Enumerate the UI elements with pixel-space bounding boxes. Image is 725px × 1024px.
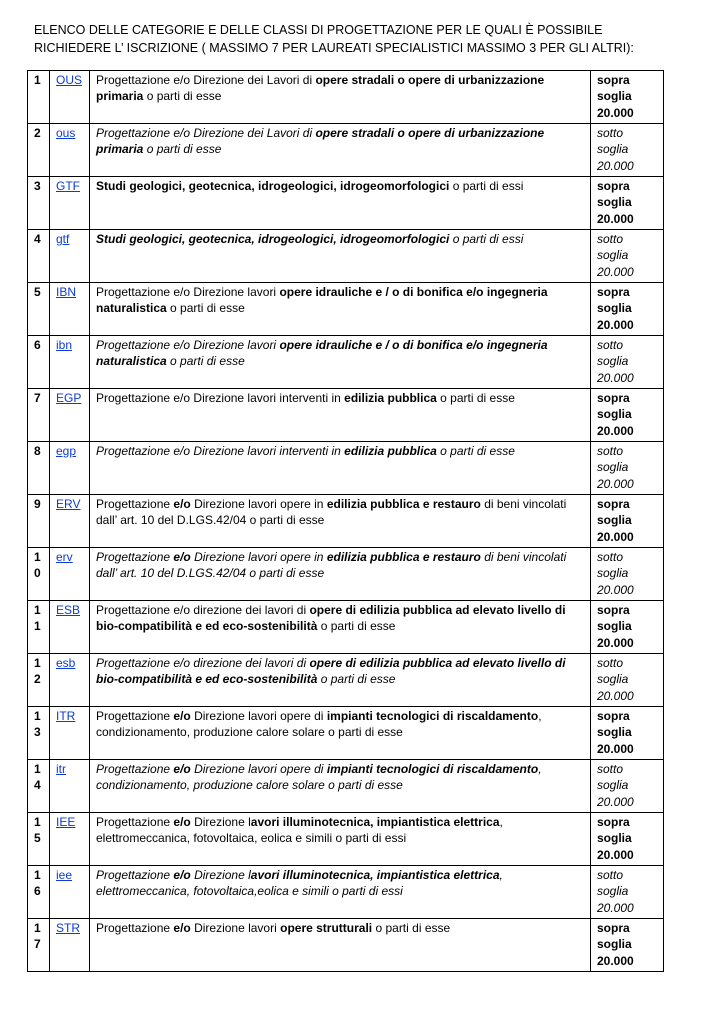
class-code-cell	[50, 707, 90, 760]
class-code-link[interactable]: itr	[56, 762, 66, 776]
description-text: , condizionamento, produzione calore solare o parti di esse	[96, 709, 542, 740]
description-text: Progettazione e/o Direzione lavori interventi in	[96, 444, 345, 458]
class-code-cell	[50, 442, 90, 495]
table-row	[28, 283, 664, 336]
row-number: 14	[28, 760, 50, 813]
table-row	[28, 919, 664, 972]
class-code-cell	[50, 283, 90, 336]
row-number: 7	[28, 389, 50, 442]
threshold-line: sopra	[597, 497, 630, 511]
class-description	[90, 601, 591, 654]
class-code-link[interactable]: erv	[56, 550, 73, 564]
table-row	[28, 71, 664, 124]
threshold-line: sotto	[597, 126, 624, 140]
table-row	[28, 495, 664, 548]
threshold-line: soglia	[597, 725, 632, 740]
class-description	[90, 919, 591, 972]
threshold-line: 20.000	[597, 105, 634, 120]
description-emphasis: Studi geologici, geotecnica, idrogeologici, idrogeomorfologici	[96, 179, 450, 193]
class-code-cell	[50, 124, 90, 177]
row-number: 13	[28, 707, 50, 760]
description-text: Progettazione e/o Direzione lavori interventi in	[96, 391, 345, 405]
description-text: o parti di esse	[143, 142, 222, 157]
threshold-cell	[591, 601, 664, 654]
table-row	[28, 177, 664, 230]
description-emphasis: e/o	[173, 815, 191, 829]
threshold-line: soglia	[597, 937, 632, 952]
description-text: , elettromeccanica, fotovoltaica, eolica e simili o parti di essi	[96, 815, 503, 846]
threshold-cell	[591, 230, 664, 283]
categories-table	[27, 70, 664, 972]
description-text: Progettazione	[96, 815, 174, 829]
class-code-cell	[50, 336, 90, 389]
description-emphasis: e/o	[173, 709, 191, 723]
row-number: 16	[28, 866, 50, 919]
threshold-line: sopra	[597, 709, 630, 723]
threshold-line: 20.000	[597, 582, 634, 597]
row-number: 4	[28, 230, 50, 283]
row-number: 15	[28, 813, 50, 866]
threshold-cell	[591, 707, 664, 760]
threshold-cell	[591, 177, 664, 230]
threshold-line: 20.000	[597, 211, 634, 226]
threshold-line: 20.000	[597, 476, 634, 491]
description-text: Direzione lavori	[190, 921, 281, 935]
threshold-cell	[591, 124, 664, 177]
threshold-cell	[591, 866, 664, 919]
description-text: o parti di esse	[372, 921, 451, 935]
threshold-cell	[591, 389, 664, 442]
class-code-cell	[50, 495, 90, 548]
threshold-line: sotto	[597, 550, 624, 564]
class-code-cell	[50, 866, 90, 919]
description-emphasis: e/o	[173, 497, 191, 511]
row-number: 9	[28, 495, 50, 548]
description-text: o parti di esse	[143, 89, 222, 104]
class-code-link[interactable]: OUS	[56, 73, 83, 87]
threshold-line: soglia	[597, 248, 629, 263]
row-number: 6	[28, 336, 50, 389]
description-text: Progettazione	[96, 550, 174, 564]
table-row	[28, 336, 664, 389]
description-text: Progettazione	[96, 497, 174, 511]
description-text: Progettazione e/o Direzione lavori	[96, 338, 280, 352]
description-emphasis: impianti tecnologici di riscaldamento	[326, 709, 539, 723]
threshold-line: sotto	[597, 338, 624, 352]
threshold-line: soglia	[597, 513, 632, 528]
threshold-line: sotto	[597, 232, 624, 246]
page-heading: ELENCO DELLE CATEGORIE E DELLE CLASSI DI PROGETTAZIONE PER LE QUALI È POSSIBILE RICHIEDERE L’ ISCRIZIONE ( MASSIMO 7 PER LAUREATI SPECIALISTICI MASSIMO 3 PER GLI ALTRI):	[34, 23, 634, 55]
class-code-link[interactable]: STR	[56, 921, 80, 935]
description-text: di beni vincolati dall’ art. 10 del D.LGS.42/04 o parti di esse	[96, 550, 567, 581]
description-text: , condizionamento, produzione calore solare o parti di esse	[96, 762, 542, 793]
description-emphasis: edilizia pubblica e restauro	[326, 550, 481, 564]
threshold-line: soglia	[597, 89, 632, 104]
description-emphasis: edilizia pubblica e restauro	[326, 497, 481, 511]
threshold-line: sotto	[597, 444, 624, 458]
description-text: o parti di esse	[317, 619, 396, 634]
class-description	[90, 548, 591, 601]
threshold-line: sopra	[597, 285, 630, 299]
threshold-line: 20.000	[597, 953, 634, 968]
description-text: Direzione l	[190, 815, 251, 829]
threshold-line: sopra	[597, 179, 630, 193]
description-emphasis: edilizia pubblica	[344, 444, 437, 458]
class-code-cell	[50, 177, 90, 230]
threshold-line: soglia	[597, 566, 629, 581]
threshold-line: 20.000	[597, 370, 634, 385]
threshold-line: soglia	[597, 884, 629, 899]
description-emphasis: opere stradali o opere di urbanizzazione primaria	[96, 73, 545, 104]
class-code-link[interactable]: esb	[56, 656, 76, 670]
row-number: 11	[28, 601, 50, 654]
row-number: 17	[28, 919, 50, 972]
threshold-cell	[591, 654, 664, 707]
class-code-cell	[50, 389, 90, 442]
threshold-line: soglia	[597, 778, 629, 793]
class-description	[90, 654, 591, 707]
table-row	[28, 230, 664, 283]
description-emphasis: e/o	[173, 762, 191, 776]
description-emphasis: Studi geologici, geotecnica, idrogeologici, idrogeomorfologici	[96, 232, 450, 246]
class-code-cell	[50, 760, 90, 813]
threshold-line: 20.000	[597, 423, 634, 438]
description-text: Progettazione	[96, 762, 174, 776]
class-code-link[interactable]: ITR	[56, 709, 76, 723]
description-emphasis: opere di edilizia pubblica ad elevato livello di bio-compatibilità e ed eco-sostenibilità	[96, 656, 566, 687]
description-text: Progettazione	[96, 709, 174, 723]
class-description	[90, 495, 591, 548]
class-code-link[interactable]: GTF	[56, 179, 80, 193]
threshold-line: sotto	[597, 868, 624, 882]
description-text: Direzione lavori opere di	[190, 762, 327, 776]
description-text: , elettromeccanica, fotovoltaica,eolica e simili o parti di essi	[96, 868, 503, 899]
categories-table-body	[28, 71, 664, 972]
description-emphasis: opere stradali o opere di urbanizzazione primaria	[96, 126, 545, 157]
table-row	[28, 124, 664, 177]
description-emphasis: opere idrauliche e / o di bonifica e/o ingegneria naturalistica	[96, 285, 548, 316]
description-emphasis: e/o	[173, 550, 191, 564]
threshold-line: 20.000	[597, 794, 634, 809]
description-text: o parti di esse	[166, 301, 245, 316]
class-description	[90, 283, 591, 336]
threshold-line: 20.000	[597, 264, 634, 279]
class-code-link[interactable]: IBN	[56, 285, 77, 299]
threshold-line: soglia	[597, 301, 632, 316]
row-number: 1	[28, 71, 50, 124]
class-description	[90, 177, 591, 230]
description-text: Direzione lavori opere di	[190, 709, 327, 723]
description-text: o parti di esse	[436, 391, 515, 405]
table-row	[28, 654, 664, 707]
description-emphasis: avori illuminotecnica, impiantistica elettrica	[250, 815, 500, 829]
table-row	[28, 707, 664, 760]
class-code-cell	[50, 813, 90, 866]
row-number: 5	[28, 283, 50, 336]
description-emphasis: opere strutturali	[280, 921, 373, 935]
threshold-cell	[591, 919, 664, 972]
class-code-cell	[50, 601, 90, 654]
threshold-line: 20.000	[597, 158, 634, 173]
row-number: 10	[28, 548, 50, 601]
description-emphasis: e/o	[173, 868, 191, 882]
threshold-line: sopra	[597, 815, 630, 829]
description-emphasis: edilizia pubblica	[344, 391, 437, 405]
class-description	[90, 124, 591, 177]
class-description	[90, 442, 591, 495]
class-description	[90, 71, 591, 124]
table-row	[28, 548, 664, 601]
description-emphasis: e/o	[173, 921, 191, 935]
threshold-line: soglia	[597, 407, 632, 422]
class-code-cell	[50, 548, 90, 601]
class-code-cell	[50, 654, 90, 707]
description-text: di beni vincolati dall’ art. 10 del D.LGS.42/04 o parti di esse	[96, 497, 567, 528]
description-text: o parti di esse	[166, 354, 245, 369]
threshold-line: soglia	[597, 831, 632, 846]
threshold-line: 20.000	[597, 847, 634, 862]
threshold-line: 20.000	[597, 529, 634, 544]
threshold-line: soglia	[597, 354, 629, 369]
description-emphasis: opere idrauliche e / o di bonifica e/o ingegneria naturalistica	[96, 338, 548, 369]
threshold-line: soglia	[597, 142, 629, 157]
threshold-cell	[591, 336, 664, 389]
table-row	[28, 389, 664, 442]
row-number: 2	[28, 124, 50, 177]
class-description	[90, 707, 591, 760]
class-code-link[interactable]: ERV	[56, 497, 81, 511]
table-row	[28, 760, 664, 813]
description-text: Progettazione e/o Direzione dei Lavori di	[96, 126, 316, 140]
description-text: Direzione lavori opere in	[190, 550, 327, 564]
description-text: Progettazione e/o direzione dei lavori di	[96, 656, 310, 670]
table-row	[28, 866, 664, 919]
threshold-line: soglia	[597, 619, 632, 634]
threshold-cell	[591, 548, 664, 601]
description-text: o parti di essi	[449, 179, 524, 193]
class-code-link[interactable]: egp	[56, 444, 77, 458]
table-row	[28, 601, 664, 654]
description-text: Progettazione e/o Direzione lavori	[96, 285, 280, 299]
class-code-link[interactable]: gtf	[56, 232, 70, 246]
class-description	[90, 866, 591, 919]
table-row	[28, 813, 664, 866]
threshold-line: soglia	[597, 460, 629, 475]
description-text: Progettazione	[96, 921, 174, 935]
description-text: o parti di esse	[317, 672, 396, 687]
threshold-line: 20.000	[597, 635, 634, 650]
description-text: Direzione l	[190, 868, 251, 882]
threshold-line: soglia	[597, 195, 632, 210]
row-number: 12	[28, 654, 50, 707]
threshold-line: 20.000	[597, 900, 634, 915]
table-row	[28, 442, 664, 495]
description-emphasis: opere di edilizia pubblica ad elevato livello di bio-compatibilità e ed eco-sostenibilità	[96, 603, 566, 634]
class-code-link[interactable]: ous	[56, 126, 76, 140]
threshold-cell	[591, 71, 664, 124]
threshold-cell	[591, 813, 664, 866]
row-number: 3	[28, 177, 50, 230]
class-description	[90, 813, 591, 866]
class-code-link[interactable]: ESB	[56, 603, 81, 617]
class-code-cell	[50, 919, 90, 972]
threshold-line: sopra	[597, 921, 630, 935]
threshold-line: sopra	[597, 391, 630, 405]
class-code-link[interactable]: EGP	[56, 391, 82, 405]
class-description	[90, 336, 591, 389]
description-text: Direzione lavori opere in	[190, 497, 327, 511]
description-text: Progettazione e/o Direzione dei Lavori di	[96, 73, 316, 87]
class-description	[90, 760, 591, 813]
description-text: o parti di essi	[449, 232, 524, 246]
class-code-link[interactable]: iee	[56, 868, 73, 882]
class-code-link[interactable]: ibn	[56, 338, 73, 352]
class-code-link[interactable]: IEE	[56, 815, 76, 829]
threshold-cell	[591, 760, 664, 813]
threshold-cell	[591, 283, 664, 336]
threshold-line: 20.000	[597, 741, 634, 756]
row-number: 8	[28, 442, 50, 495]
class-description	[90, 389, 591, 442]
threshold-line: soglia	[597, 672, 629, 687]
description-text: Progettazione e/o direzione dei lavori di	[96, 603, 310, 617]
description-emphasis: avori illuminotecnica, impiantistica elettrica	[250, 868, 500, 882]
description-emphasis: impianti tecnologici di riscaldamento	[326, 762, 539, 776]
class-code-cell	[50, 230, 90, 283]
class-code-cell	[50, 71, 90, 124]
threshold-line: 20.000	[597, 317, 634, 332]
threshold-line: sopra	[597, 73, 630, 87]
threshold-cell	[591, 442, 664, 495]
class-description	[90, 230, 591, 283]
description-text: o parti di esse	[436, 444, 515, 458]
threshold-cell	[591, 495, 664, 548]
threshold-line: 20.000	[597, 688, 634, 703]
description-text: Progettazione	[96, 868, 174, 882]
threshold-line: sotto	[597, 656, 624, 670]
threshold-line: sopra	[597, 603, 630, 617]
threshold-line: sotto	[597, 762, 624, 776]
